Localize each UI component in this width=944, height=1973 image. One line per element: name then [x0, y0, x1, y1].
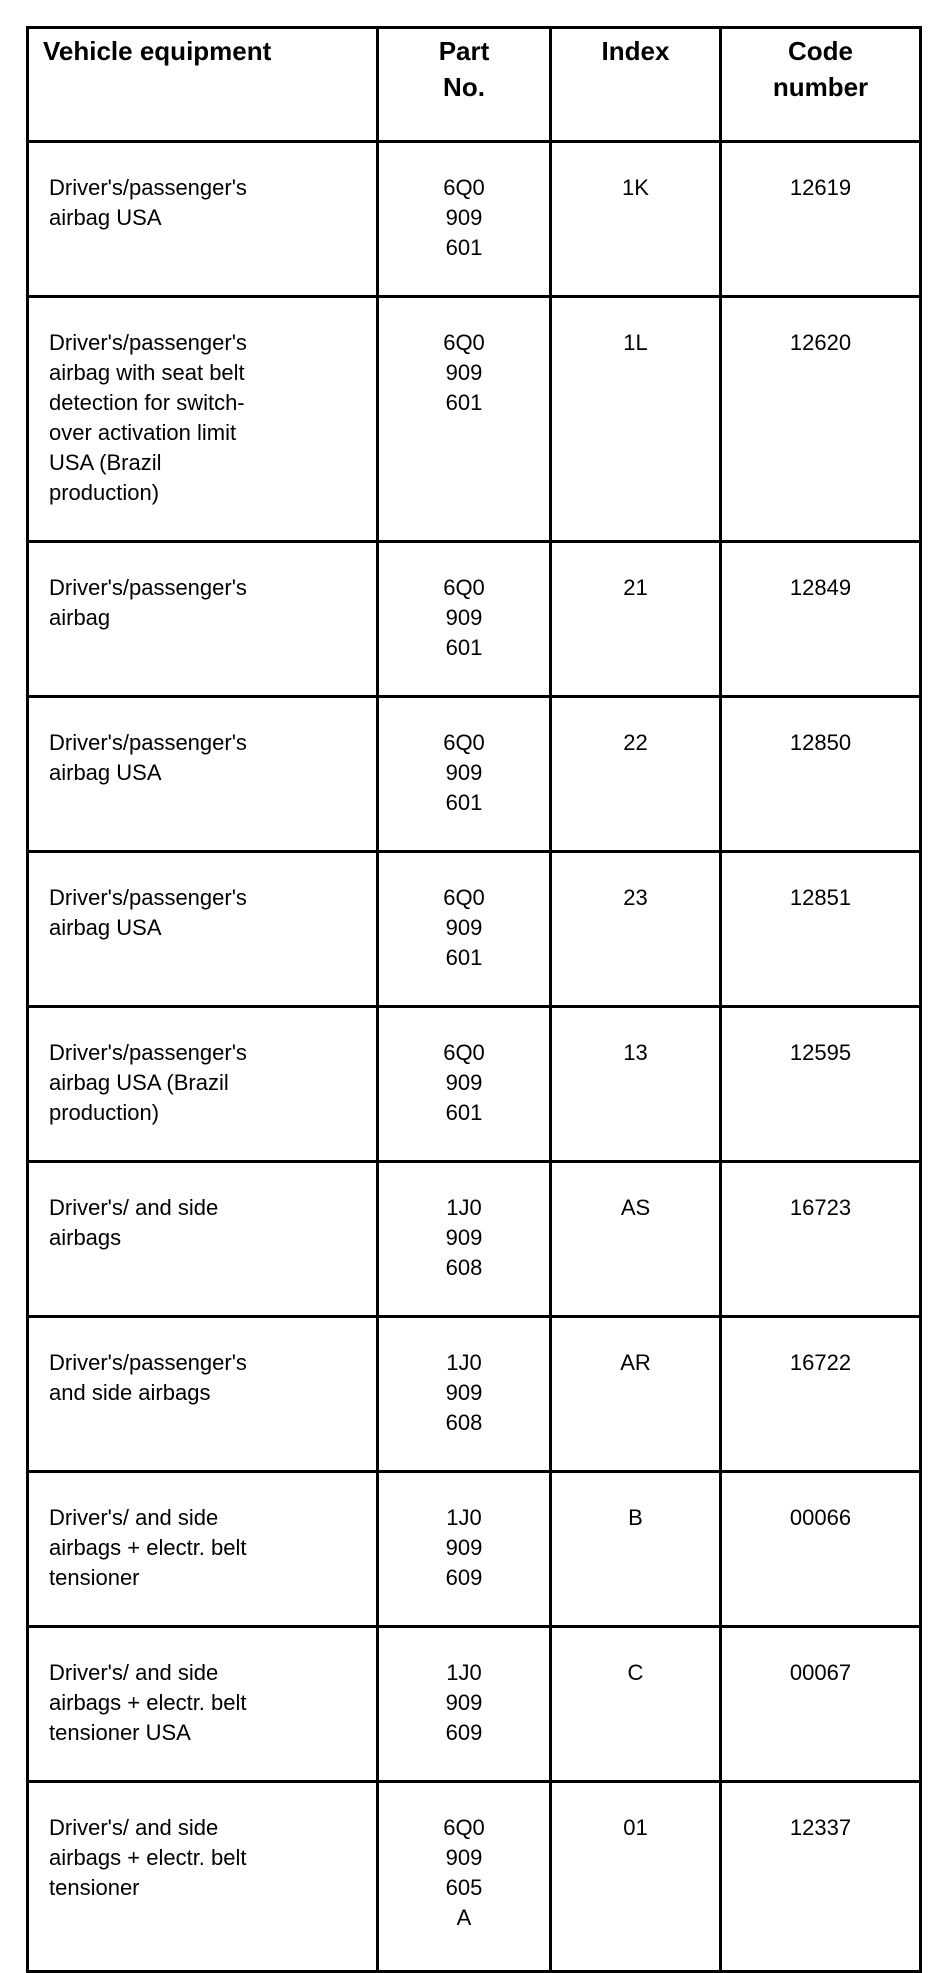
table-row: [28, 1162, 921, 1317]
code-number-cell: 12337: [721, 1782, 921, 1972]
code-number-cell: 12851: [721, 852, 921, 1007]
code-number-cell: 12619: [721, 142, 921, 297]
part-no-cell: 1J0 909 609: [378, 1472, 551, 1627]
part-no-cell: 1J0 909 608: [378, 1317, 551, 1472]
table-row: [28, 142, 921, 297]
header-row: [28, 28, 921, 142]
table-row: [28, 697, 921, 852]
table-row: [28, 1472, 921, 1627]
equipment-cell: Driver's/ and side airbags + electr. belt tensioner USA: [28, 1627, 378, 1782]
table-body: [28, 142, 921, 1972]
equipment-cell: Driver's/passenger's airbag USA: [28, 852, 378, 1007]
index-cell: AR: [551, 1317, 721, 1472]
equipment-cell: Driver's/passenger's airbag USA (Brazil production): [28, 1007, 378, 1162]
equipment-cell: Driver's/passenger's and side airbags: [28, 1317, 378, 1472]
code-number-cell: 00066: [721, 1472, 921, 1627]
header-code-number: Code number: [721, 28, 921, 142]
code-number-cell: 16723: [721, 1162, 921, 1317]
equipment-cell: Driver's/passenger's airbag with seat belt detection for switch- over activation limit USA (Brazil production): [28, 297, 378, 542]
table-row: [28, 1627, 921, 1782]
part-no-cell: 6Q0 909 601: [378, 542, 551, 697]
code-number-cell: 12595: [721, 1007, 921, 1162]
header-vehicle-equipment: Vehicle equipment: [28, 28, 378, 142]
index-cell: 01: [551, 1782, 721, 1972]
index-cell: 1L: [551, 297, 721, 542]
code-number-cell: 12849: [721, 542, 921, 697]
equipment-table: [26, 26, 922, 1973]
equipment-cell: Driver's/ and side airbags + electr. belt tensioner: [28, 1782, 378, 1972]
table-row: [28, 1782, 921, 1972]
part-no-cell: 6Q0 909 601: [378, 297, 551, 542]
header-part-no: Part No.: [378, 28, 551, 142]
index-cell: B: [551, 1472, 721, 1627]
header-index: Index: [551, 28, 721, 142]
index-cell: 23: [551, 852, 721, 1007]
index-cell: 13: [551, 1007, 721, 1162]
equipment-cell: Driver's/ and side airbags: [28, 1162, 378, 1317]
part-no-cell: 1J0 909 608: [378, 1162, 551, 1317]
index-cell: C: [551, 1627, 721, 1782]
index-cell: AS: [551, 1162, 721, 1317]
equipment-table-sheet: [26, 26, 919, 1973]
part-no-cell: 6Q0 909 601: [378, 1007, 551, 1162]
equipment-cell: Driver's/passenger's airbag USA: [28, 142, 378, 297]
part-no-cell: 6Q0 909 605 A: [378, 1782, 551, 1972]
table-row: [28, 1317, 921, 1472]
code-number-cell: 00067: [721, 1627, 921, 1782]
code-number-cell: 16722: [721, 1317, 921, 1472]
table-row: [28, 542, 921, 697]
index-cell: 22: [551, 697, 721, 852]
equipment-cell: Driver's/passenger's airbag USA: [28, 697, 378, 852]
part-no-cell: 6Q0 909 601: [378, 852, 551, 1007]
equipment-cell: Driver's/ and side airbags + electr. belt tensioner: [28, 1472, 378, 1627]
index-cell: 21: [551, 542, 721, 697]
index-cell: 1K: [551, 142, 721, 297]
code-number-cell: 12850: [721, 697, 921, 852]
table-row: [28, 297, 921, 542]
table-row: [28, 1007, 921, 1162]
table-row: [28, 852, 921, 1007]
part-no-cell: 6Q0 909 601: [378, 697, 551, 852]
part-no-cell: 6Q0 909 601: [378, 142, 551, 297]
equipment-cell: Driver's/passenger's airbag: [28, 542, 378, 697]
code-number-cell: 12620: [721, 297, 921, 542]
part-no-cell: 1J0 909 609: [378, 1627, 551, 1782]
